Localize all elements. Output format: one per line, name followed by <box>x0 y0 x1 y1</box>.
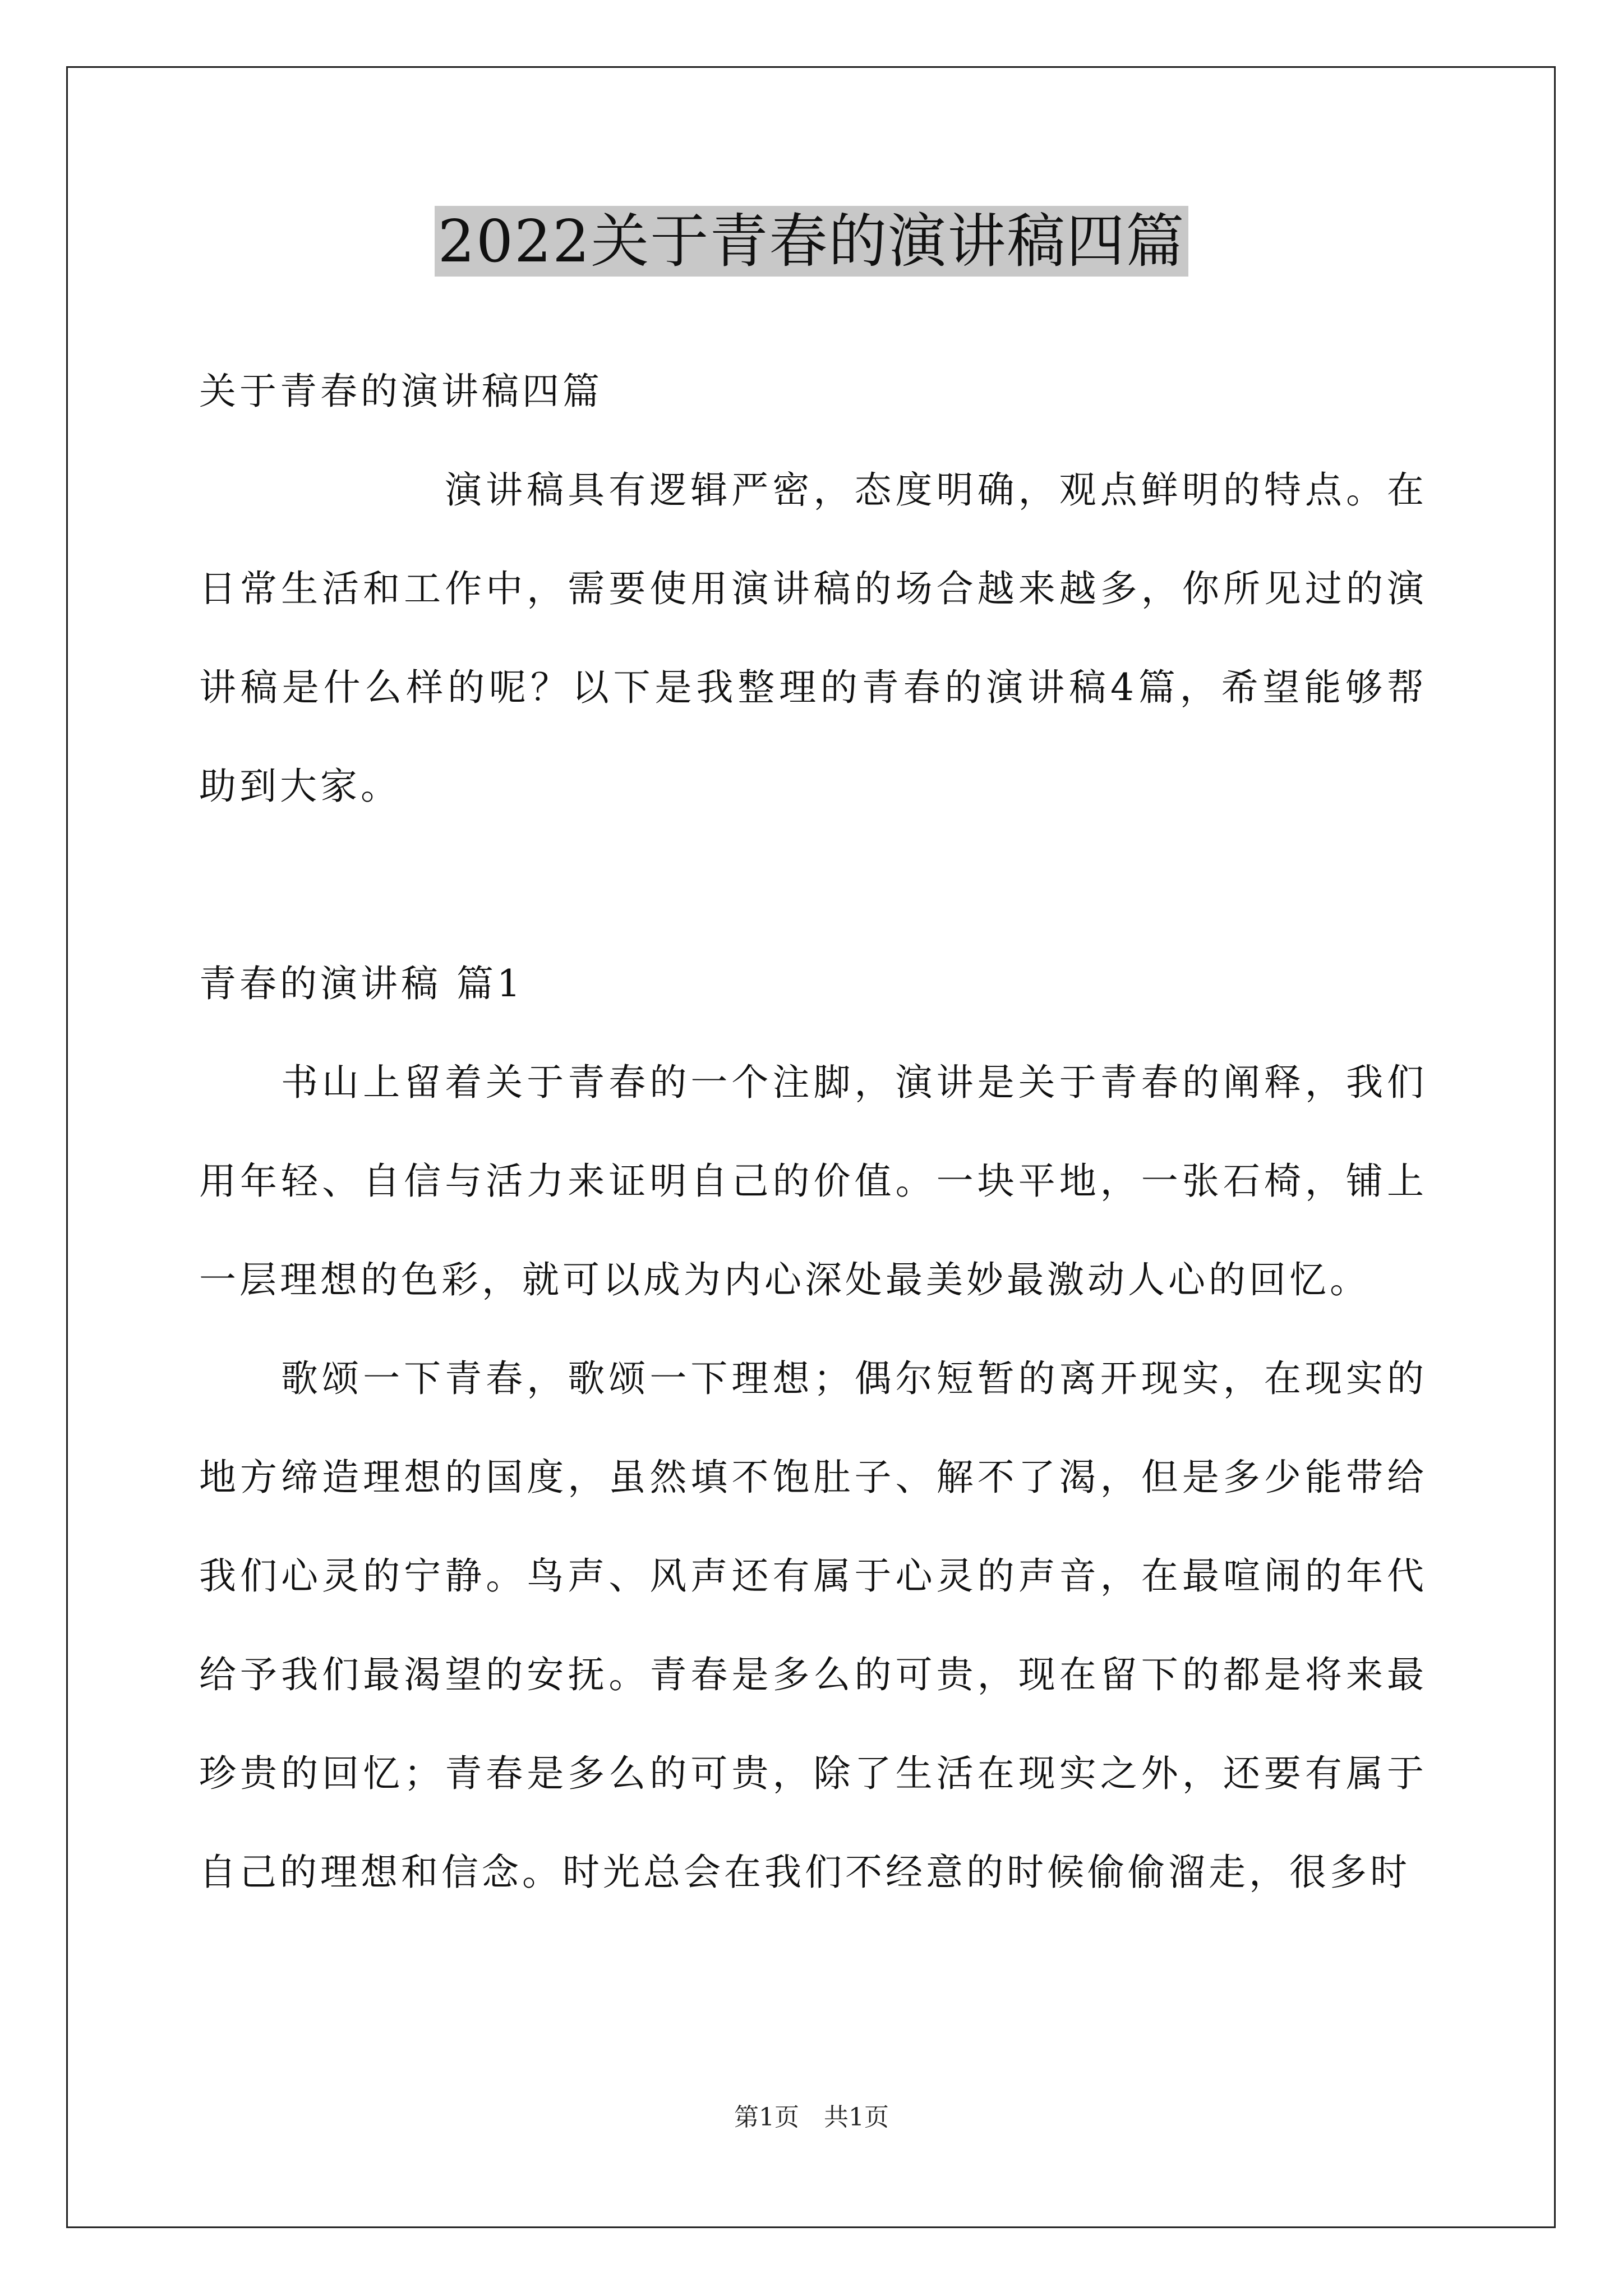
body-paragraph-1: 书山上留着关于青春的一个注脚，演讲是关于青春的阐释，我们用年轻、自信与活力来证明自己的价值。一块平地，一张石椅，铺上一层理想的色彩，就可以成为内心深处最美妙最激动人心的回忆。 <box>199 1061 1427 1301</box>
document-body <box>199 342 1427 1922</box>
document-subtitle: 关于青春的演讲稿四篇 <box>199 370 603 413</box>
document-title-text: 2022关于青春的演讲稿四篇 <box>435 206 1189 277</box>
page-footer: 第1页 共1页 <box>734 2103 889 2132</box>
intro-paragraph: 演讲稿具有逻辑严密，态度明确，观点鲜明的特点。在日常生活和工作中，需要使用演讲稿的场合越来越多，你所见过的演讲稿是什么样的呢？以下是我整理的青春的演讲稿4篇，希望能够帮助到大家。 <box>199 468 1427 808</box>
section-heading: 青春的演讲稿 篇1 <box>199 962 524 1005</box>
document-title <box>0 205 1623 278</box>
body-paragraph-2: 歌颂一下青春，歌颂一下理想；偶尔短暂的离开现实，在现实的地方缔造理想的国度，虽然填不饱肚子、解不了渴，但是多少能带给我们心灵的宁静。鸟声、风声还有属于心灵的声音，在最喧闹的年代给予我们最渴望的安抚。青春是多么的可贵，现在留下的都是将来最珍贵的回忆；青春是多么的可贵，除了生活在现实之外，还要有属于自己的理想和信念。时光总会在我们不经意的时候偷偷溜走，很多时 <box>199 1357 1427 1894</box>
section-spacer <box>199 836 1427 935</box>
